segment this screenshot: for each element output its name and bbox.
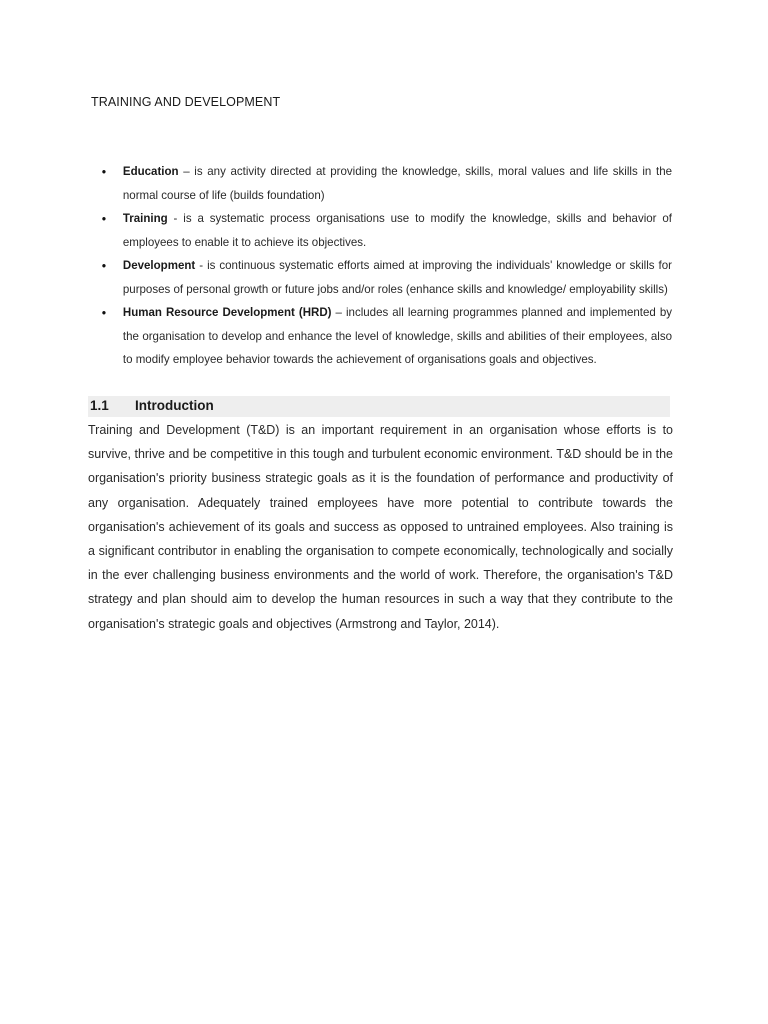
term-separator: - bbox=[195, 258, 208, 272]
definitions-image-block bbox=[96, 160, 678, 372]
definition-text: is a systematic process organisations use to modify the knowledge, skills and behavior of employees to enable it to achieve its objectives. bbox=[122, 211, 672, 249]
list-item bbox=[96, 301, 672, 372]
term-separator: – bbox=[331, 305, 346, 319]
bullet-icon: • bbox=[101, 258, 107, 273]
term-separator: – bbox=[178, 164, 195, 178]
list-item bbox=[96, 207, 672, 254]
bullet-icon: • bbox=[101, 305, 107, 320]
section-number: 1.1 bbox=[90, 398, 109, 413]
section-heading bbox=[88, 396, 670, 417]
page-heading: TRAINING AND DEVELOPMENT bbox=[91, 95, 281, 109]
definition-text: is any activity directed at providing the knowledge, skills, moral values and life skills in the normal course of life (builds foundation) bbox=[122, 164, 673, 202]
bullet-icon: • bbox=[101, 211, 107, 226]
term-education: Education bbox=[122, 164, 179, 178]
list-item bbox=[96, 160, 672, 207]
list-item bbox=[96, 254, 672, 301]
introduction-paragraph: Training and Development (T&D) is an important requirement in an organisation whose efforts is to survive, thrive and be competitive in this tough and turbulent economic environment. T&D should be in the organisation's priority business strategic goals as it is the foundation of performance and productivity of any organisation. Adequately trained employees have more potential to contribute towards the organisation's achievement of its goals and success as opposed to untrained employees. Also training is a significant contributor in enabling the organisation to compete economically, technologically and socially in the ever challenging business environments and the world of work. Therefore, the organisation's T&D strategy and plan should aim to develop the human resources in such a way that they contribute to the organisation's strategic goals and objectives (Armstrong and Taylor, 2014). bbox=[88, 422, 673, 631]
term-separator: - bbox=[167, 211, 184, 225]
definitions-list bbox=[96, 160, 672, 372]
section-title: Introduction bbox=[135, 398, 214, 413]
definition-text: is continuous systematic efforts aimed at improving the individuals' knowledge or skills for purposes of personal growth or future jobs and/or roles (enhance skills and knowledge/ employability skills) bbox=[122, 258, 672, 296]
term-development: Development bbox=[122, 258, 196, 272]
bullet-icon: • bbox=[101, 164, 107, 179]
definition-text: includes all learning programmes planned and implemented by the organisation to develop and enhance the level of knowledge, skills and abilities of their employees, also to modify employee behavior towards the achievement of organisations goals and objectives. bbox=[122, 305, 672, 366]
term-training: Training bbox=[122, 211, 168, 225]
term-hrd: Human Resource Development (HRD) bbox=[122, 305, 332, 319]
